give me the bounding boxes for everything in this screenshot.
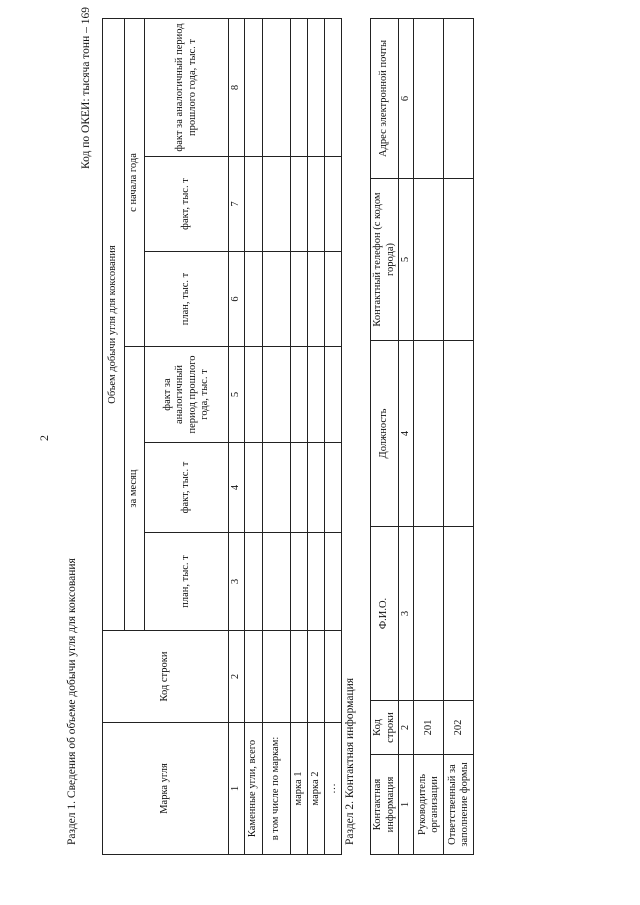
column-number: 6	[229, 252, 245, 347]
table-row	[245, 18, 263, 854]
column-number: 5	[229, 347, 245, 443]
input-cell[interactable]	[291, 443, 308, 533]
header-since-year-start: с начала года	[125, 18, 145, 346]
row-label: Каменные угли, всего	[245, 723, 263, 855]
input-cell[interactable]	[414, 527, 444, 701]
header-volume-group: Объем добычи угля для коксования	[103, 18, 125, 630]
column-number: 4	[229, 443, 245, 533]
table-row	[308, 18, 325, 854]
row-label: …	[325, 723, 342, 855]
header-contact-info: Контактная информация	[371, 755, 399, 855]
input-cell[interactable]	[291, 252, 308, 347]
header-fact-prev-year: факт за аналогичный период прошлого года, тыс. т	[145, 18, 229, 156]
input-cell[interactable]	[308, 443, 325, 533]
input-cell[interactable]	[414, 179, 444, 341]
input-cell[interactable]	[263, 631, 291, 723]
column-number: 7	[229, 157, 245, 252]
page-number: 2	[37, 435, 51, 441]
input-cell[interactable]	[291, 347, 308, 443]
table-row	[263, 18, 291, 854]
input-cell[interactable]	[308, 631, 325, 723]
section1-title: Раздел 1. Сведения об объеме добычи угля для коксования	[66, 558, 78, 845]
column-number: 8	[229, 18, 245, 156]
column-number: 3	[229, 533, 245, 631]
column-number: 1	[229, 723, 245, 855]
input-cell[interactable]	[245, 252, 263, 347]
input-cell[interactable]	[325, 157, 342, 252]
header-fact-prev-month: факт за аналогичный период прошлого года, тыс. т	[145, 347, 229, 443]
input-cell[interactable]	[291, 631, 308, 723]
input-cell[interactable]	[263, 18, 291, 156]
input-cell[interactable]	[263, 443, 291, 533]
column-number: 6	[399, 19, 414, 179]
row-code: 201	[414, 701, 444, 755]
column-number: 4	[399, 341, 414, 527]
input-cell[interactable]	[291, 533, 308, 631]
header-per-month: за месяц	[125, 347, 145, 631]
row-label: марка 2	[308, 723, 325, 855]
column-number: 5	[399, 179, 414, 341]
input-cell[interactable]	[291, 157, 308, 252]
table-row	[325, 18, 342, 854]
header-full-name: Ф.И.О.	[371, 527, 399, 701]
row-code: 202	[444, 701, 474, 755]
table-row	[414, 19, 444, 855]
column-number: 3	[399, 527, 414, 701]
input-cell[interactable]	[263, 252, 291, 347]
row-label: Руководитель организации	[414, 755, 444, 855]
row-label: в том числе по маркам:	[263, 723, 291, 855]
header-position: Должность	[371, 341, 399, 527]
row-label: Ответственный за заполнение формы	[444, 755, 474, 855]
input-cell[interactable]	[263, 157, 291, 252]
header-email: Адрес электронной почты	[371, 19, 399, 179]
input-cell[interactable]	[444, 341, 474, 527]
header-plan-month: план, тыс. т	[145, 533, 229, 631]
input-cell[interactable]	[325, 443, 342, 533]
input-cell[interactable]	[414, 19, 444, 179]
input-cell[interactable]	[444, 19, 474, 179]
input-cell[interactable]	[308, 347, 325, 443]
input-cell[interactable]	[444, 527, 474, 701]
input-cell[interactable]	[325, 533, 342, 631]
header-plan-year: план, тыс. т	[145, 252, 229, 347]
header-line-code: Код строки	[371, 701, 399, 755]
column-number: 1	[399, 755, 414, 855]
input-cell[interactable]	[245, 533, 263, 631]
table-row	[444, 19, 474, 855]
input-cell[interactable]	[308, 252, 325, 347]
input-cell[interactable]	[245, 443, 263, 533]
section2-table	[370, 18, 474, 855]
input-cell[interactable]	[325, 631, 342, 723]
row-label: марка 1	[291, 723, 308, 855]
input-cell[interactable]	[414, 341, 444, 527]
input-cell[interactable]	[245, 157, 263, 252]
input-cell[interactable]	[308, 533, 325, 631]
input-cell[interactable]	[245, 347, 263, 443]
column-number-row	[399, 19, 414, 855]
input-cell[interactable]	[308, 18, 325, 156]
column-number: 2	[229, 631, 245, 723]
input-cell[interactable]	[325, 347, 342, 443]
header-fact-year: факт, тыс. т	[145, 157, 229, 252]
input-cell[interactable]	[291, 18, 308, 156]
table-row	[291, 18, 308, 854]
input-cell[interactable]	[308, 157, 325, 252]
column-number: 2	[399, 701, 414, 755]
input-cell[interactable]	[245, 18, 263, 156]
input-cell[interactable]	[263, 533, 291, 631]
input-cell[interactable]	[245, 631, 263, 723]
header-line-code: Код строки	[103, 631, 229, 723]
input-cell[interactable]	[444, 179, 474, 341]
section2-title: Раздел 2. Контактная информация	[344, 677, 356, 845]
input-cell[interactable]	[325, 18, 342, 156]
header-fact-month: факт, тыс. т	[145, 443, 229, 533]
column-number-row	[229, 18, 245, 854]
section1-table	[102, 18, 342, 855]
input-cell[interactable]	[325, 252, 342, 347]
header-phone: Контактный телефон (с кодом города)	[371, 179, 399, 341]
input-cell[interactable]	[263, 347, 291, 443]
header-coal-grade: Марка угля	[103, 723, 229, 855]
okei-code: Код по ОКЕИ: тысяча тонн – 169	[80, 7, 92, 169]
